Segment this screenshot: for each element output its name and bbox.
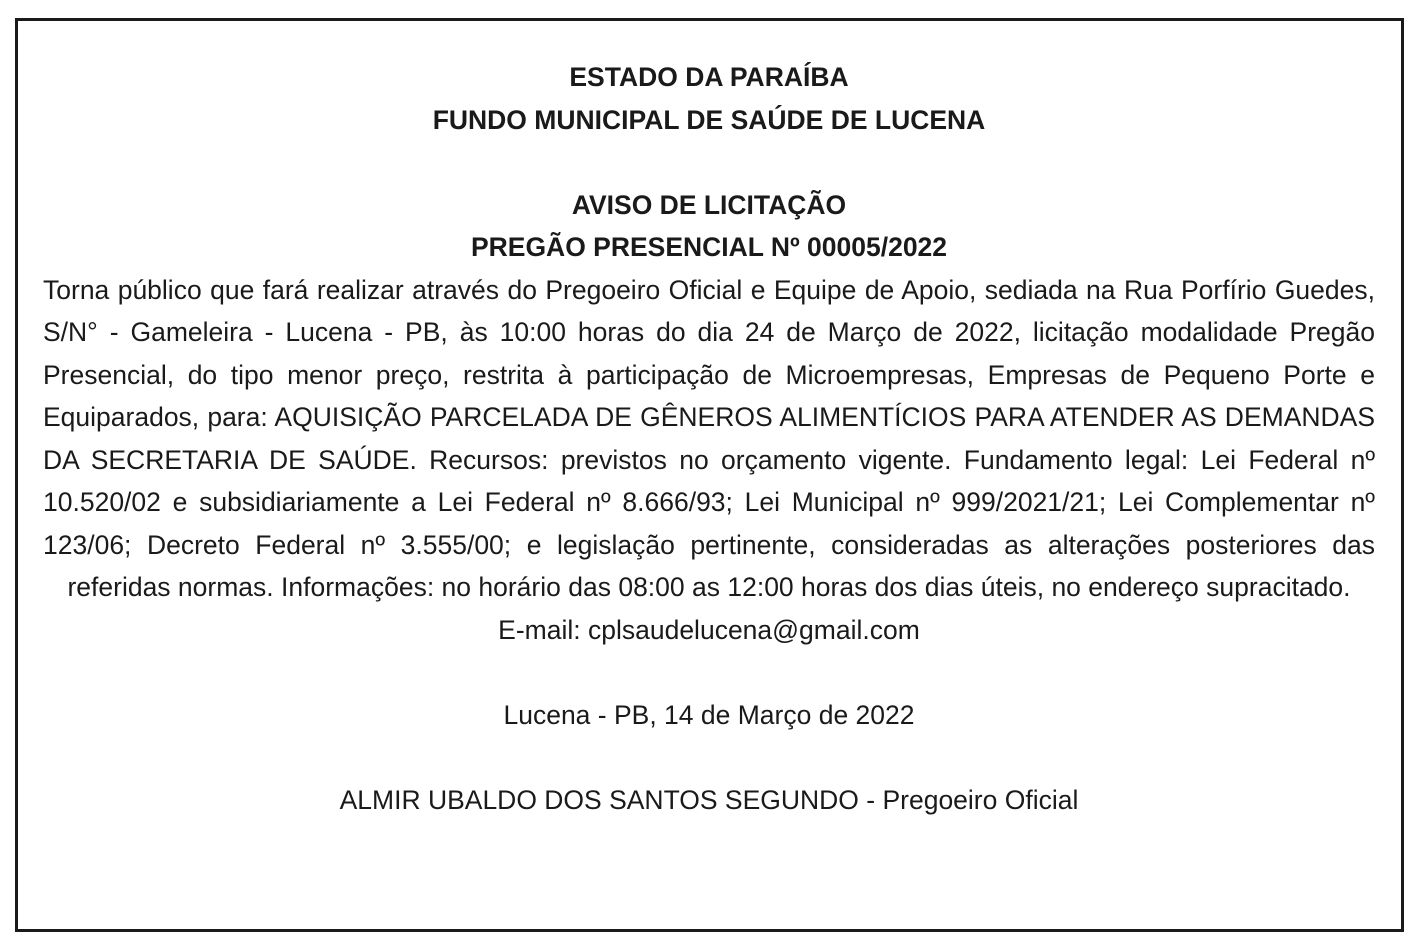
- state-heading: ESTADO DA PARAÍBA: [569, 62, 849, 92]
- document-content: [43, 56, 1375, 821]
- spacer: [43, 736, 1375, 779]
- spacer: [43, 651, 1375, 694]
- contact-email: E-mail: cplsaudelucena@gmail.com: [498, 614, 920, 645]
- notice-body: Torna público que fará realizar através do Pregoeiro Oficial e Equipe de Apoio, sediada na Rua Porfírio Guedes, S/N° - Gameleira - Lucena - PB, às 10:00 horas do dia 24 de Março de 2022, licitação modalidade Pregão Presencial, do tipo menor preço, restrita à participação de Microempresas, Empresas de Pequeno Porte e Equiparados, para: AQUISIÇÃO PARCELADA DE GÊNEROS ALIMENTÍCIOS PARA ATENDER AS DEMANDAS DA SECRETARIA DE SAÚDE. Recursos: previstos no orçamento vigente. Fundamento legal: Lei Federal nº 10.520/02 e subsidiariamente a Lei Federal nº 8.666/93; Lei Municipal nº 999/2021/21; Lei Complementar nº 123/06; Decreto Federal nº 3.555/00; e legislação pertinente, consideradas as alterações posteriores das referidas normas. Informações: no horário das 08:00 as 12:00 horas dos dias úteis, no endereço supracitado.: [43, 274, 1375, 602]
- place-date: Lucena - PB, 14 de Março de 2022: [503, 699, 915, 730]
- fund-heading: FUNDO MUNICIPAL DE SAÚDE DE LUCENA: [432, 104, 986, 135]
- spacer: [43, 141, 1375, 184]
- notice-title: AVISO DE LICITAÇÃO: [571, 189, 847, 220]
- signature-line: ALMIR UBALDO DOS SANTOS SEGUNDO - Pregoeiro Oficial: [339, 784, 1079, 815]
- notice-number: PREGÃO PRESENCIAL Nº 00005/2022: [470, 232, 948, 262]
